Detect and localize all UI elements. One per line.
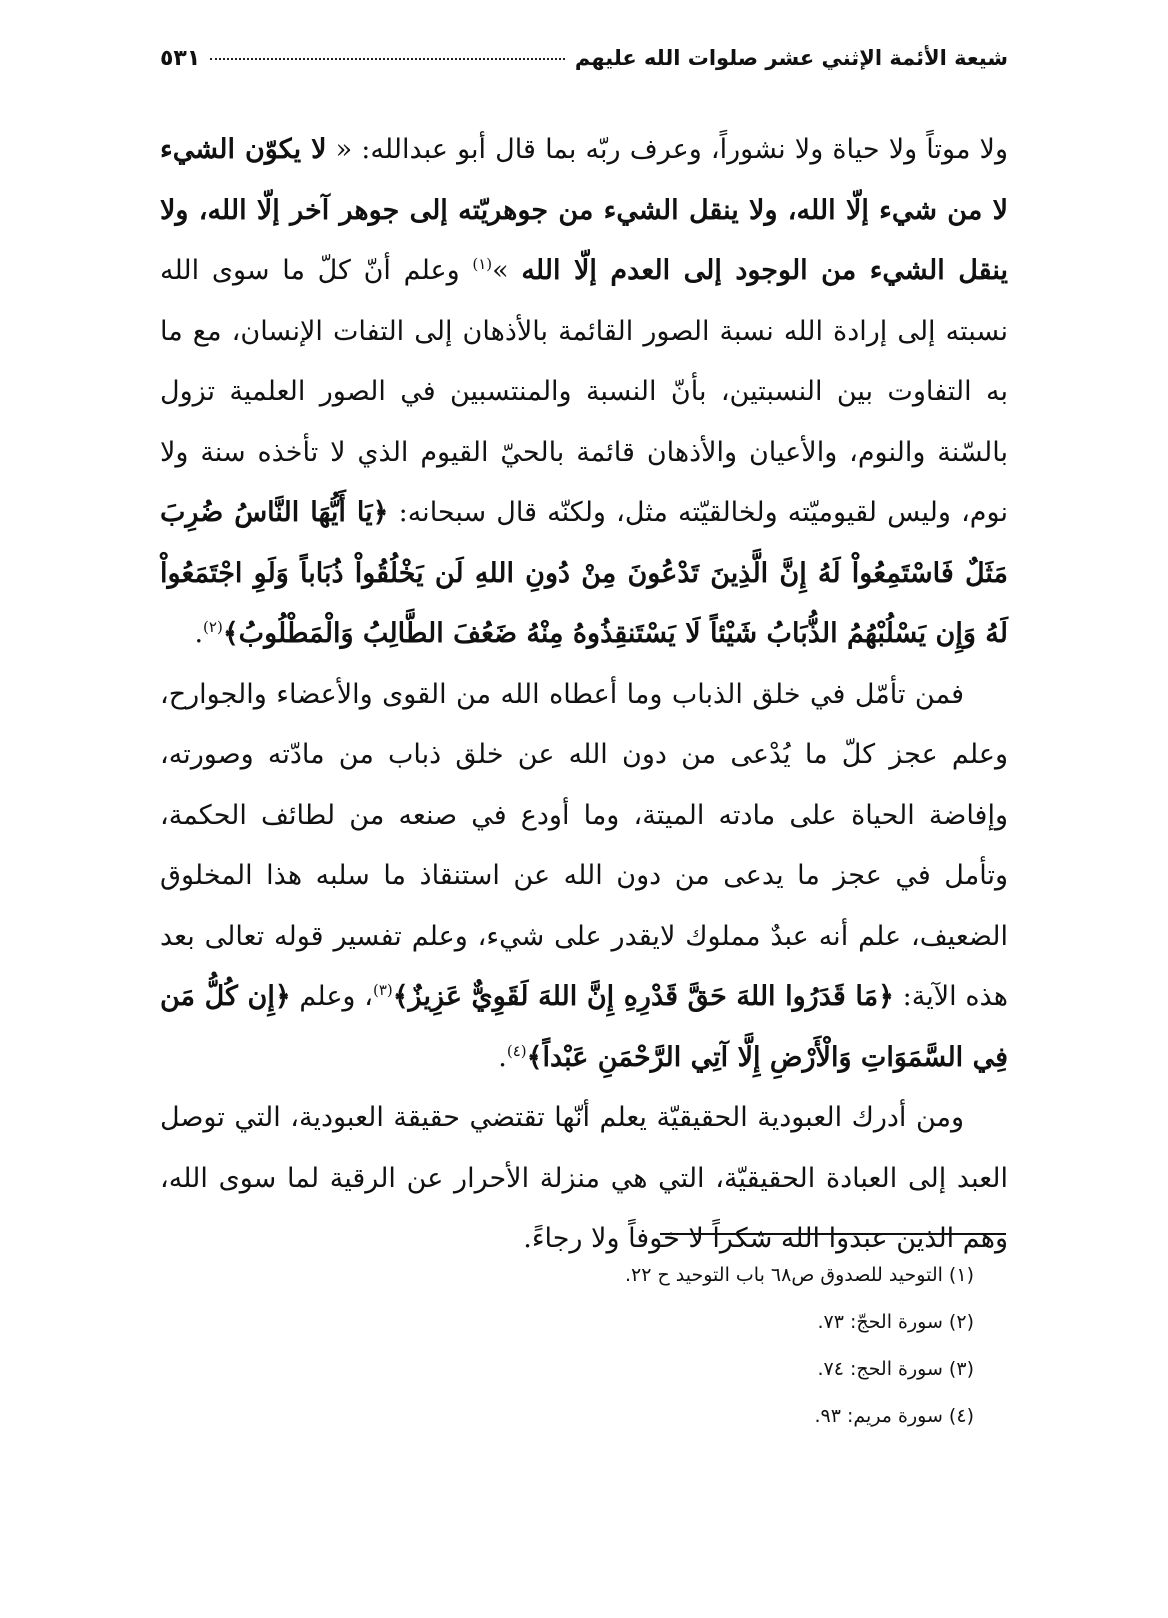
hadith-quote: لا يكوّن الشيء لا من شيء إلّا الله، ولا ينقل الشيء من جوهريّته إلى جوهر آخر إلّا الله، ولا ينقل الشيء من الوجود إلى العدم إلّا الله <box>160 134 1008 286</box>
text-run: » <box>492 255 522 286</box>
text-run: ، وعلم <box>290 981 373 1012</box>
footnote-ref-1: (١) <box>472 255 493 273</box>
text-run: فمن تأمّل في خلق الذباب وما أعطاه الله من القوى والأعضاء والجوارح، وعلم عجز كلّ ما يُدْعى من دون الله عن خلق ذباب من مادّته وصورته، وإفاضة الحياة على مادته الميتة، وما أودع في صنعه من لطائف الحكمة، وتأمل في عجز ما يدعى من دون الله عن استنقاذ ما سلبه هذا المخلوق الضعيف، علم أنه عبدٌ مملوك لايقدر على شيء، وعلم تفسير قوله تعالى بعد هذه الآية: <box>160 678 1008 1012</box>
footnotes <box>160 1252 1008 1440</box>
quran-verse-hajj-73: ﴿يَا أَيُّهَا النَّاسُ ضُرِبَ مَثَلٌ فَاسْتَمِعُواْ لَهُ إِنَّ الَّذِينَ تَدْعُونَ مِنْ دُونِ اللهِ لَن يَخْلُقُواْ ذُبَاباً وَلَوِ اجْتَمَعُواْ لَهُ وَإِن يَسْلُبْهُمُ الذُّبَابُ شَيْئاً لَا يَسْتَنقِذُوهُ مِنْهُ ضَعُفَ الطَّالِبُ وَالْمَطْلُوبُ﴾ <box>160 497 1008 649</box>
footnote-separator <box>660 1233 1006 1235</box>
text-run: وعلم أنّ كلّ ما سوى الله نسبته إلى إرادة الله نسبة الصور القائمة بالأذهان إلى التفات الإنسان، مع ما به التفاوت بين النسبتين، بأنّ النسبة والمنتسبين في الصور العلمية تزول بالسّنة والنوم، والأعيان والأذهان قائمة بالحيّ القيوم الذي لا تأخذه سنة ولا نوم، وليس لقيوميّته ولخالقيّته مثل، ولكنّه قال سبحانه: <box>160 255 1008 528</box>
running-header <box>160 46 1008 71</box>
footnote-2: (٢) سورة الحجّ: ٧٣. <box>817 1311 974 1333</box>
paragraph-1 <box>160 120 1008 665</box>
footnote-ref-4: (٤) <box>506 1041 527 1060</box>
header-dot-leader <box>210 58 565 60</box>
paragraph-2 <box>160 665 1008 1089</box>
footnote-4: (٤) سورة مريم: ٩٣. <box>814 1405 974 1427</box>
text-run: ولا موتاً ولا حياة ولا نشوراً، وعرف ربّه بما قال أبو عبدالله <box>370 134 1008 165</box>
main-text <box>160 120 1008 1270</box>
quran-verse-hajj-74: ﴿مَا قَدَرُوا اللهَ حَقَّ قَدْرِهِ إِنَّ اللهَ لَقَوِيٌّ عَزِيزٌ﴾ <box>392 981 894 1012</box>
header-title: شيعة الأئمة الإثني عشر صلوات الله عليهم <box>574 46 1008 70</box>
footnote-ref-2: (٢) <box>203 618 223 636</box>
paragraph-3 <box>160 1088 1008 1270</box>
page-number: ٥٣١ <box>160 46 201 71</box>
footnote-ref-3: (٣) <box>372 981 393 999</box>
quran-verse-maryam-93: ﴿إِن كُلُّ مَن فِي السَّمَوَاتِ وَالْأَرْضِ إِلَّا آتِي الرَّحْمَنِ عَبْداً﴾ <box>160 981 1008 1073</box>
text-run: : « <box>326 134 371 165</box>
text-run: . <box>498 1041 507 1073</box>
text-run: . <box>194 618 204 649</box>
text-run: ومن أدرك العبودية الحقيقيّة يعلم أنّها تقتضي حقيقة العبودية، التي توصل العبد إلى العبادة الحقيقيّة، التي هي منزلة الأحرار عن الرقية لما سوى الله، وهم الذين عبدوا الله شكراً لا خوفاً ولا رجاءً. <box>160 1102 1008 1254</box>
footnote-3: (٣) سورة الحج: ٧٤. <box>817 1358 974 1380</box>
footnote-1: (١) التوحيد للصدوق ص٦٨ باب التوحيد ح ٢٢. <box>624 1264 974 1286</box>
